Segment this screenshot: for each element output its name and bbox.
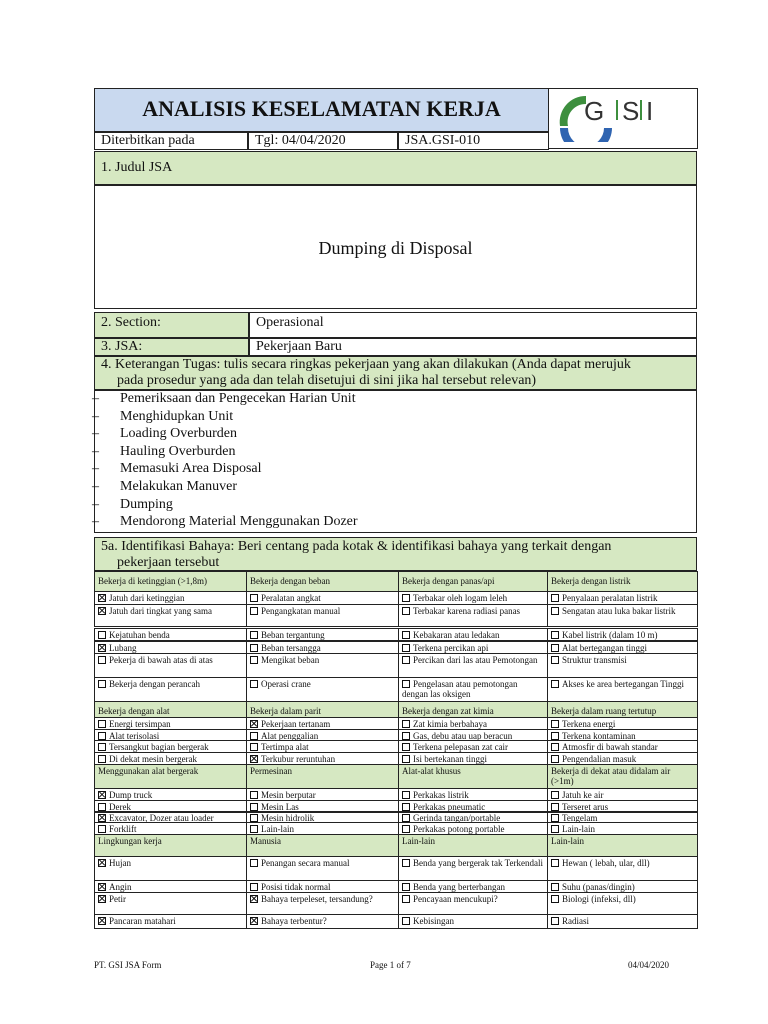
task-label: Pemeriksaan dan Pengecekan Harian Unit	[120, 391, 356, 406]
checkbox-empty-icon[interactable]	[402, 594, 410, 602]
hazard-label: Mesin berputar	[261, 790, 316, 800]
hazard-label: Derek	[109, 802, 131, 812]
section5a-label	[94, 537, 697, 571]
checkbox-empty-icon[interactable]	[402, 883, 410, 891]
checkbox-checked-icon[interactable]	[98, 607, 106, 615]
checkbox-checked-icon[interactable]	[250, 720, 258, 728]
checkbox-empty-icon[interactable]	[402, 814, 410, 822]
checkbox-empty-icon[interactable]	[402, 607, 410, 615]
hazard-label: Posisi tidak normal	[261, 882, 331, 892]
hazard-label: Mesin hidrolik	[261, 813, 315, 823]
hazard-item	[398, 591, 548, 605]
checkbox-empty-icon[interactable]	[551, 732, 559, 740]
hazard-label: Kabel listrik (dalam 10 m)	[562, 630, 658, 640]
hazard-category-header: Bekerja di dekat atau didalam air (>1m)	[547, 764, 698, 789]
checkbox-checked-icon[interactable]	[250, 895, 258, 903]
hazard-item	[246, 677, 399, 702]
checkbox-empty-icon[interactable]	[402, 917, 410, 925]
hazard-label: Kejatuhan benda	[109, 630, 170, 640]
task-item	[92, 514, 358, 530]
hazard-label: Bahaya terpeleset, tersandung?	[261, 894, 373, 904]
checkbox-empty-icon[interactable]	[402, 656, 410, 664]
hazard-item	[398, 914, 548, 929]
checkbox-empty-icon[interactable]	[551, 895, 559, 903]
hazard-label: Terkena percikan api	[413, 643, 489, 653]
hazard-label: Zat kimia berbahaya	[413, 719, 487, 729]
checkbox-empty-icon[interactable]	[551, 883, 559, 891]
hazard-label: Benda yang berterbangan	[413, 882, 505, 892]
checkbox-empty-icon[interactable]	[250, 594, 258, 602]
hazard-item	[547, 591, 698, 605]
hazard-label: Kebisingan	[413, 916, 454, 926]
task-item	[92, 426, 238, 442]
checkbox-empty-icon[interactable]	[551, 644, 559, 652]
hazard-label: Pengendalian masuk	[562, 754, 637, 764]
hazard-item	[398, 604, 548, 627]
checkbox-empty-icon[interactable]	[551, 803, 559, 811]
checkbox-empty-icon[interactable]	[402, 755, 410, 763]
hazard-item	[246, 604, 399, 627]
hazard-item	[398, 856, 548, 881]
task-item	[92, 461, 262, 477]
hazard-label: Lubang	[109, 643, 137, 653]
hazard-label: Terkena pelepasan zat cair	[413, 742, 509, 752]
hazard-label: Tersangkut bagian bergerak	[109, 742, 209, 752]
checkbox-checked-icon[interactable]	[98, 594, 106, 602]
jsa-title: Dumping di Disposal	[318, 238, 473, 258]
task-bullet: –	[92, 408, 99, 424]
hazard-label: Penyalaan peralatan listrik	[562, 593, 658, 603]
checkbox-empty-icon[interactable]	[551, 631, 559, 639]
checkbox-empty-icon[interactable]	[98, 732, 106, 740]
task-bullet: –	[92, 426, 99, 442]
hazard-item	[94, 914, 247, 929]
task-item	[92, 479, 238, 495]
hazard-label: Angin	[109, 882, 132, 892]
hazard-label: Percikan dari las atau Pemotongan	[413, 655, 538, 665]
task-bullet: –	[92, 496, 99, 512]
logo-green-arc	[560, 96, 586, 126]
hazard-category-header: Lain-lain	[398, 834, 548, 857]
hazard-category-header: Bekerja dalam parit	[246, 701, 399, 718]
hazard-label: Dump truck	[109, 790, 153, 800]
checkbox-empty-icon[interactable]	[551, 594, 559, 602]
checkbox-empty-icon[interactable]	[98, 743, 106, 751]
hazard-label: Radiasi	[562, 916, 589, 926]
hazard-label: Atmosfir di bawah standar	[562, 742, 658, 752]
section2-label: 2. Section:	[94, 312, 249, 338]
checkbox-checked-icon[interactable]	[98, 917, 106, 925]
hazard-category-header: Manusia	[246, 834, 399, 857]
checkbox-empty-icon[interactable]	[98, 825, 106, 833]
hazard-label: Terbakar karena radiasi panas	[413, 606, 521, 616]
hazard-item	[94, 856, 247, 881]
hazard-label: Perkakas pneumatic	[413, 802, 486, 812]
hazard-item	[547, 892, 698, 915]
section4-label-line1: 4. Keterangan Tugas: tulis secara ringkas pekerjaan yang akan dilakukan (Anda dapat merujuk	[101, 357, 631, 372]
hazard-label: Tertimpa alat	[261, 742, 309, 752]
hazard-label: Forklift	[109, 824, 137, 834]
hazard-item	[246, 892, 399, 915]
logo-letters-si: S	[622, 96, 640, 126]
checkbox-empty-icon[interactable]	[250, 743, 258, 751]
issue-date: Tgl: 04/04/2020	[248, 132, 398, 150]
task-bullet: –	[92, 514, 99, 530]
checkbox-empty-icon[interactable]	[551, 917, 559, 925]
checkbox-empty-icon[interactable]	[551, 755, 559, 763]
checkbox-empty-icon[interactable]	[551, 656, 559, 664]
section1-label: 1. Judul JSA	[94, 151, 697, 185]
checkbox-empty-icon[interactable]	[250, 631, 258, 639]
section3-value: Pekerjaan Baru	[249, 338, 697, 356]
hazard-label: Terbakar oleh logam leleh	[413, 593, 508, 603]
checkbox-empty-icon[interactable]	[402, 631, 410, 639]
hazard-label: Sengatan atau luka bakar listrik	[562, 606, 676, 616]
hazard-category-header: Bekerja dengan alat	[94, 701, 247, 718]
checkbox-empty-icon[interactable]	[402, 644, 410, 652]
checkbox-checked-icon[interactable]	[98, 883, 106, 891]
checkbox-empty-icon[interactable]	[250, 859, 258, 867]
footer-left: PT. GSI JSA Form	[94, 960, 162, 970]
section2-value: Operasional	[249, 312, 697, 338]
checkbox-empty-icon[interactable]	[250, 883, 258, 891]
hazard-item	[246, 653, 399, 678]
checkbox-empty-icon[interactable]	[551, 743, 559, 751]
checkbox-empty-icon[interactable]	[98, 656, 106, 664]
hazard-label: Peralatan angkat	[261, 593, 321, 603]
checkbox-empty-icon[interactable]	[402, 895, 410, 903]
hazard-label: Pencayaan mencukupi?	[413, 894, 498, 904]
task-label: Memasuki Area Disposal	[120, 461, 262, 477]
checkbox-empty-icon[interactable]	[402, 720, 410, 728]
hazard-label: Gerinda tangan/portable	[413, 813, 501, 823]
checkbox-empty-icon[interactable]	[551, 680, 559, 688]
hazard-item	[246, 856, 399, 881]
hazard-label: Biologi (infeksi, dll)	[562, 894, 636, 904]
checkbox-empty-icon[interactable]	[402, 825, 410, 833]
checkbox-empty-icon[interactable]	[402, 803, 410, 811]
doc-code: JSA.GSI-010	[398, 132, 549, 150]
hazard-label: Jatuh dari ketinggian	[109, 593, 185, 603]
hazard-item	[547, 856, 698, 881]
hazard-item	[246, 628, 399, 641]
checkbox-checked-icon[interactable]	[250, 917, 258, 925]
document-title: ANALISIS KESELAMATAN KERJA	[142, 96, 501, 121]
task-label: Hauling Overburden	[120, 443, 236, 459]
hazard-label: Terkena kontaminan	[562, 731, 636, 741]
checkbox-checked-icon[interactable]	[98, 791, 106, 799]
task-label: Melakukan Manuver	[120, 479, 238, 494]
checkbox-empty-icon[interactable]	[250, 644, 258, 652]
checkbox-empty-icon[interactable]	[250, 680, 258, 688]
hazard-category-header: Lain-lain	[547, 834, 698, 857]
checkbox-checked-icon[interactable]	[98, 644, 106, 652]
hazard-item	[547, 628, 698, 641]
hazard-label: Perkakas potong portable	[413, 824, 505, 834]
hazard-category-header: Bekerja di ketinggian (>1,8m)	[94, 571, 247, 592]
footer-date: 04/04/2020	[628, 960, 670, 970]
task-label: Mendorong Material Menggunakan Dozer	[120, 514, 358, 530]
hazard-item	[398, 892, 548, 915]
checkbox-empty-icon[interactable]	[551, 791, 559, 799]
checkbox-empty-icon[interactable]	[551, 859, 559, 867]
checkbox-empty-icon[interactable]	[250, 791, 258, 799]
hazard-label: Bekerja dengan perancah	[109, 679, 200, 689]
hazard-item	[547, 677, 698, 702]
checkbox-checked-icon[interactable]	[98, 859, 106, 867]
checkbox-checked-icon[interactable]	[250, 755, 258, 763]
hazard-label: Tengelam	[562, 813, 598, 823]
section4-label	[94, 356, 697, 390]
checkbox-empty-icon[interactable]	[250, 656, 258, 664]
hazard-label: Di dekat mesin bergerak	[109, 754, 198, 764]
task-bullet: –	[92, 391, 99, 406]
hazard-label: Alat bertegangan tinggi	[562, 643, 647, 653]
hazard-category-header: Bekerja dengan beban	[246, 571, 399, 592]
hazard-label: Pekerja di bawah atas di atas	[109, 655, 213, 665]
hazard-label: Beban tersangga	[261, 643, 321, 653]
checkbox-empty-icon[interactable]	[551, 825, 559, 833]
hazard-label: Akses ke area bertegangan Tinggi	[562, 679, 684, 689]
section5a-label-line2: pekerjaan tersebut	[117, 555, 220, 570]
hazard-category-header: Lingkungan kerja	[94, 834, 247, 857]
hazard-item	[94, 628, 247, 641]
hazard-label: Excavator, Dozer atau loader	[109, 813, 214, 823]
hazard-label: Mengikat beban	[261, 655, 320, 665]
checkbox-empty-icon[interactable]	[250, 814, 258, 822]
hazard-label: Isi bertekanan tinggi	[413, 754, 487, 764]
hazard-label: Penangan secara manual	[261, 858, 350, 868]
hazard-label: Beban tergantung	[261, 630, 325, 640]
checkbox-empty-icon[interactable]	[250, 825, 258, 833]
checkbox-checked-icon[interactable]	[98, 895, 106, 903]
task-bullet: –	[92, 461, 99, 477]
checkbox-empty-icon[interactable]	[402, 680, 410, 688]
hazard-category-header: Bekerja dengan zat kimia	[398, 701, 548, 718]
checkbox-empty-icon[interactable]	[551, 720, 559, 728]
hazard-label: Pancaran matahari	[109, 916, 176, 926]
hazard-item	[94, 677, 247, 702]
gsi-logo	[552, 90, 664, 142]
task-item	[92, 443, 236, 460]
hazard-category-header: Bekerja dengan listrik	[547, 571, 698, 592]
checkbox-empty-icon[interactable]	[402, 743, 410, 751]
checkbox-checked-icon[interactable]	[98, 814, 106, 822]
hazard-item	[94, 604, 247, 627]
hazard-label: Alat terisolasi	[109, 731, 160, 741]
hazard-label: Hewan ( lebah, ular, dll)	[562, 858, 650, 868]
hazard-label: Terseret arus	[562, 802, 609, 812]
hazard-label: Kebakaran atau ledakan	[413, 630, 500, 640]
hazard-label: Jatuh ke air	[562, 790, 604, 800]
hazard-item	[398, 628, 548, 641]
section3-label: 3. JSA:	[94, 338, 249, 356]
task-item	[92, 496, 173, 513]
hazard-item	[246, 914, 399, 929]
logo-blue-arc	[560, 128, 612, 142]
hazard-label: Pengelasan atau pemotongan dengan las oksigen	[402, 679, 518, 699]
hazard-category-header: Bekerja dalam ruang tertutup	[547, 701, 698, 718]
checkbox-empty-icon[interactable]	[551, 814, 559, 822]
hazard-label: Terkena energi	[562, 719, 616, 729]
checkbox-empty-icon[interactable]	[551, 607, 559, 615]
hazard-label: Perkakas listrik	[413, 790, 469, 800]
hazard-label: Operasi crane	[261, 679, 311, 689]
task-bullet: –	[92, 479, 99, 494]
hazard-item	[547, 914, 698, 929]
task-item	[92, 408, 234, 425]
hazard-category-header: Bekerja dengan panas/api	[398, 571, 548, 592]
hazard-label: Jatuh dari tingkat yang sama	[109, 606, 212, 616]
checkbox-empty-icon[interactable]	[98, 631, 106, 639]
logo-letter-g: G	[584, 96, 605, 126]
task-item	[92, 391, 356, 407]
hazard-category-header: Alat-alat khusus	[398, 764, 548, 789]
section5a-label-line1: 5a. Identifikasi Bahaya: Beri centang pada kotak & identifikasi bahaya yang terkait dengan	[101, 539, 612, 554]
task-bullet: –	[92, 443, 99, 459]
hazard-label: Pekerjaan tertanam	[261, 719, 331, 729]
task-label: Loading Overburden	[120, 426, 238, 442]
hazard-label: Bahaya terbentur?	[261, 916, 327, 926]
hazard-item	[94, 591, 247, 605]
hazard-item	[246, 591, 399, 605]
issued-label: Diterbitkan pada	[94, 132, 248, 150]
hazard-label: Mesin Las	[261, 802, 299, 812]
hazard-label: Lain-lain	[261, 824, 294, 834]
hazard-label: Alat penggalian	[261, 731, 319, 741]
hazard-item	[547, 604, 698, 627]
task-label: Dumping	[120, 496, 173, 512]
hazard-item	[94, 653, 247, 678]
checkbox-empty-icon[interactable]	[402, 791, 410, 799]
hazard-item	[94, 892, 247, 915]
hazard-label: Energi tersimpan	[109, 719, 171, 729]
checkbox-empty-icon[interactable]	[250, 607, 258, 615]
hazard-item	[547, 653, 698, 678]
hazard-label: Gas, debu atau uap beracun	[413, 731, 513, 741]
checkbox-empty-icon[interactable]	[98, 720, 106, 728]
svg-text:I: I	[646, 96, 654, 126]
footer-page: Page 1 of 7	[370, 960, 411, 970]
task-label: Menghidupkan Unit	[120, 408, 234, 424]
hazard-item	[398, 677, 548, 702]
hazard-label: Lain-lain	[562, 824, 595, 834]
hazard-category-header: Menggunakan alat bergerak	[94, 764, 247, 789]
hazard-label: Benda yang bergerak tak Terkendali	[413, 858, 543, 868]
hazard-label: Petir	[109, 894, 126, 904]
section4-label-line2: pada prosedur yang ada dan telah disetujui di sini jika hal tersebut relevan)	[117, 373, 537, 388]
hazard-label: Terkubur reruntuhan	[261, 754, 336, 764]
checkbox-empty-icon[interactable]	[98, 803, 106, 811]
hazard-label: Suhu (panas/dingin)	[562, 882, 635, 892]
checkbox-empty-icon[interactable]	[250, 732, 258, 740]
checkbox-empty-icon[interactable]	[98, 680, 106, 688]
checkbox-empty-icon[interactable]	[98, 755, 106, 763]
hazard-label: Hujan	[109, 858, 131, 868]
hazard-label: Pengangkatan manual	[261, 606, 341, 616]
checkbox-empty-icon[interactable]	[402, 732, 410, 740]
checkbox-empty-icon[interactable]	[250, 803, 258, 811]
checkbox-empty-icon[interactable]	[402, 859, 410, 867]
hazard-category-header: Permesinan	[246, 764, 399, 789]
hazard-label: Struktur transmisi	[562, 655, 627, 665]
hazard-item	[398, 653, 548, 678]
